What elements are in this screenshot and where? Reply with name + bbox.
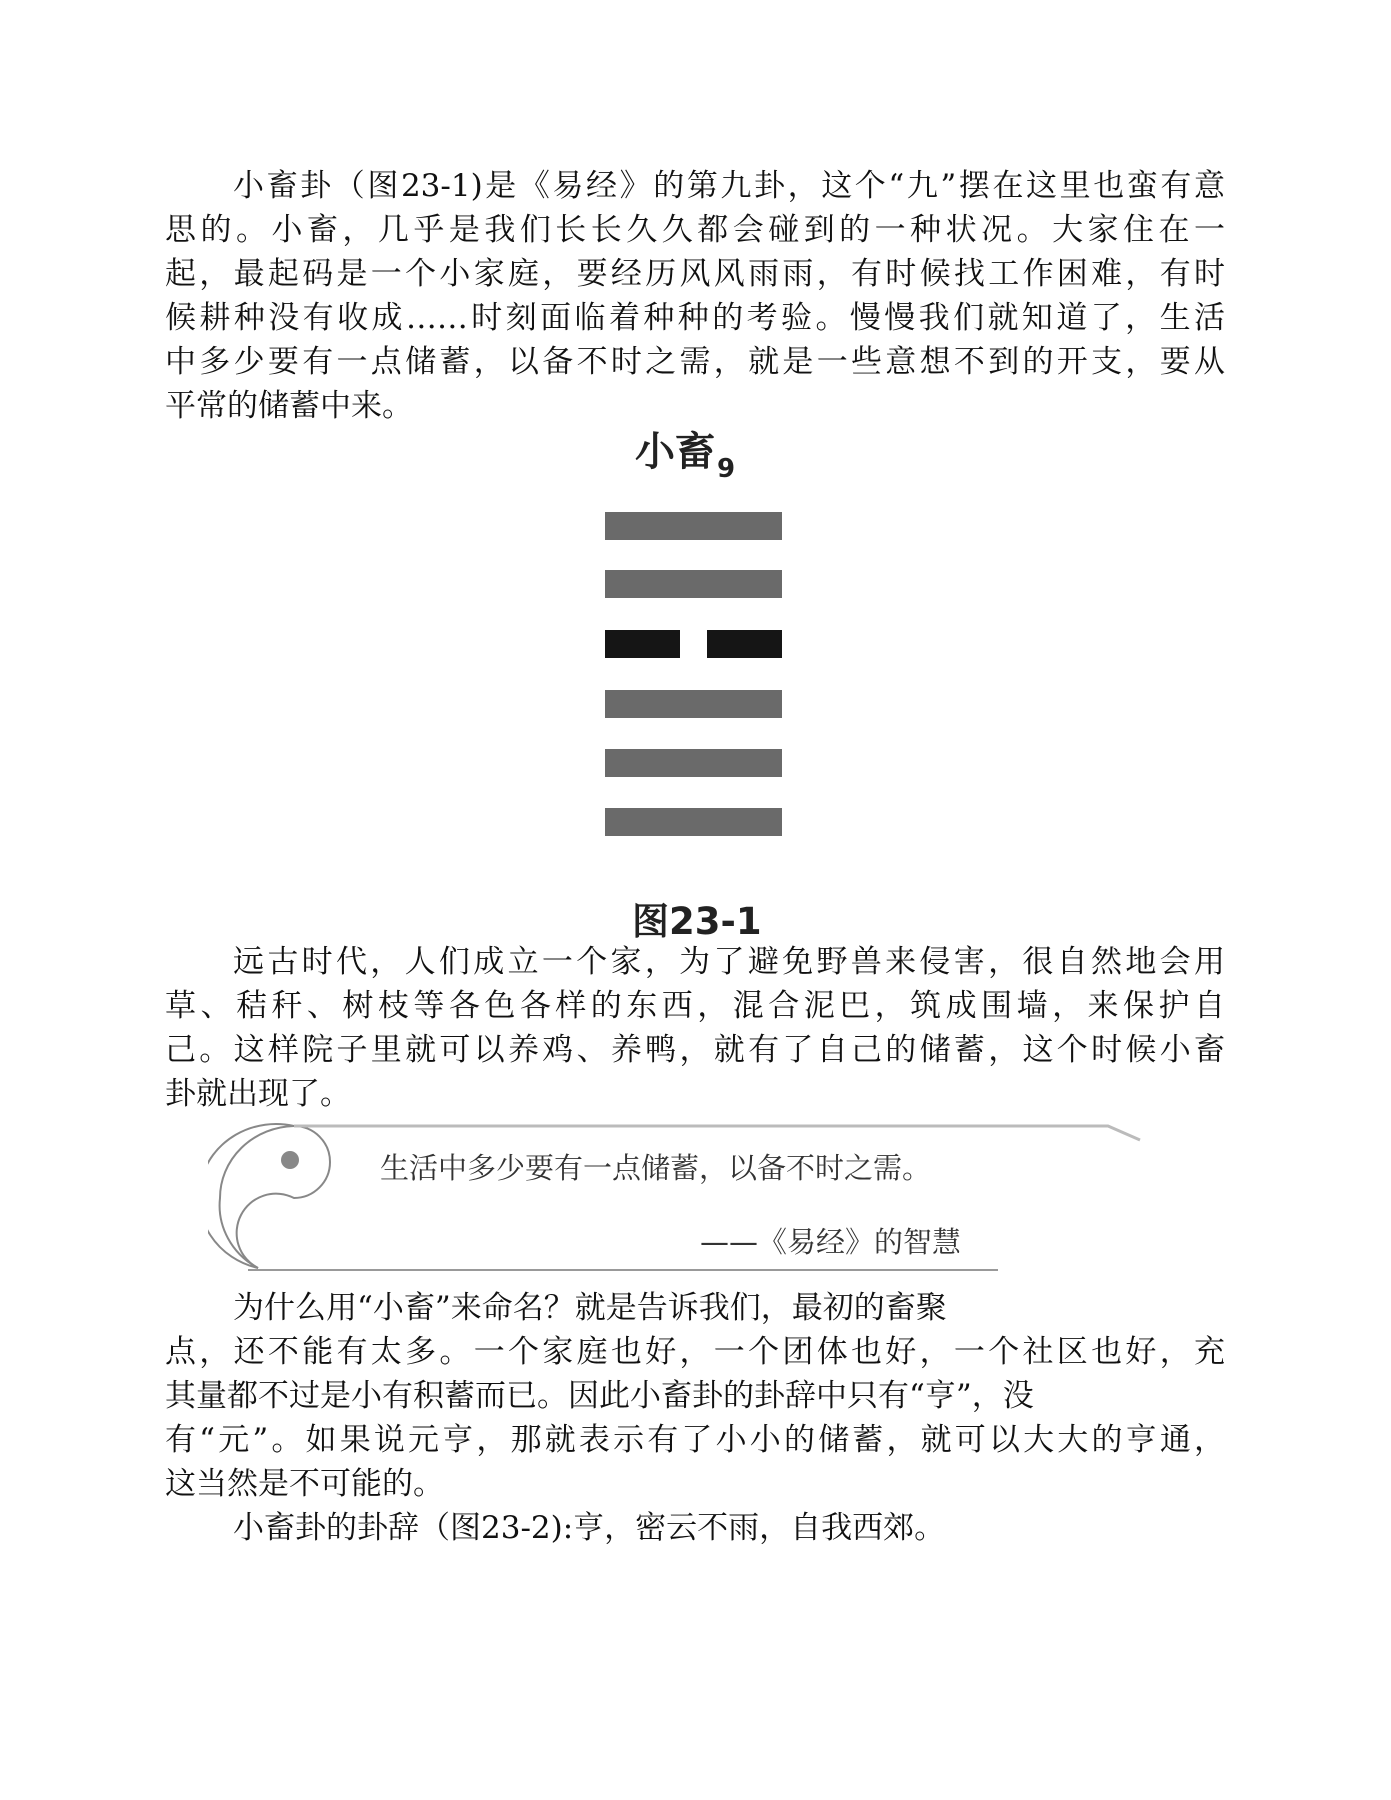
text-line: 起，最起码是一个小家庭，要经历风风雨雨，有时候找工作困难，有时	[165, 256, 1225, 292]
text-line: 卦就出现了。	[165, 1076, 351, 1112]
paragraph-guaci	[165, 1506, 1225, 1550]
yin-line-left	[605, 630, 680, 658]
text-line: 中多少要有一点储蓄，以备不时之需，就是一些意想不到的开支，要从	[165, 344, 1225, 380]
paragraph-intro	[165, 164, 1225, 428]
text-line: 候耕种没有收成……时刻面临着种种的考验。慢慢我们就知道了，生活	[165, 300, 1225, 336]
hexagram-title	[635, 428, 735, 493]
text-line: 小畜卦（图23-1)是《易经》的第九卦，这个“九”摆在这里也蛮有意	[233, 168, 1225, 204]
yang-line	[605, 512, 782, 540]
hexagram-name: 小畜	[635, 429, 715, 475]
quote-box-frame	[208, 1118, 1148, 1278]
text-line: 思的。小畜，几乎是我们长长久久都会碰到的一种状况。大家住在一	[165, 212, 1225, 248]
text-line: 平常的储蓄中来。	[165, 388, 413, 424]
yin-yang-dot	[281, 1151, 299, 1169]
text-line: 为什么用“小畜”来命名？就是告诉我们，最初的畜聚	[233, 1290, 947, 1326]
text-line: 己。这样院子里就可以养鸡、养鸭，就有了自己的储蓄，这个时候小畜	[165, 1032, 1225, 1068]
yang-line	[605, 808, 782, 836]
text-line: 小畜卦的卦辞（图23-2):亨，密云不雨，自我西郊。	[233, 1510, 946, 1546]
quote-top-rule	[294, 1126, 1140, 1140]
quote-source: ——《易经》的智慧	[700, 1225, 962, 1259]
quote-text: 生活中多少要有一点储蓄，以备不时之需。	[380, 1151, 932, 1185]
text-line: 有“元”。如果说元亨，那就表示有了小小的储蓄，就可以大大的亨通，	[165, 1422, 1225, 1458]
yin-line	[605, 630, 782, 658]
text-line: 其量都不过是小有积蓄而已。因此小畜卦的卦辞中只有“亨”，没	[165, 1378, 1034, 1414]
text-line: 远古时代，人们成立一个家，为了避免野兽来侵害，很自然地会用	[233, 944, 1225, 980]
yang-line	[605, 570, 782, 598]
yin-yang-icon	[208, 1124, 330, 1268]
yin-line-right	[707, 630, 782, 658]
paragraph-history	[165, 940, 1225, 1116]
text-line: 这当然是不可能的。	[165, 1466, 444, 1502]
yang-line	[605, 690, 782, 718]
paragraph-naming	[165, 1286, 1225, 1506]
text-line: 草、秸秆、树枝等各色各样的东西，混合泥巴，筑成围墙，来保护自	[165, 988, 1225, 1024]
figure-caption: 图23-1	[632, 900, 762, 943]
yang-line	[605, 749, 782, 777]
text-line: 点，还不能有太多。一个家庭也好，一个团体也好，一个社区也好，充	[165, 1334, 1225, 1370]
hexagram-number: 9	[717, 454, 736, 484]
